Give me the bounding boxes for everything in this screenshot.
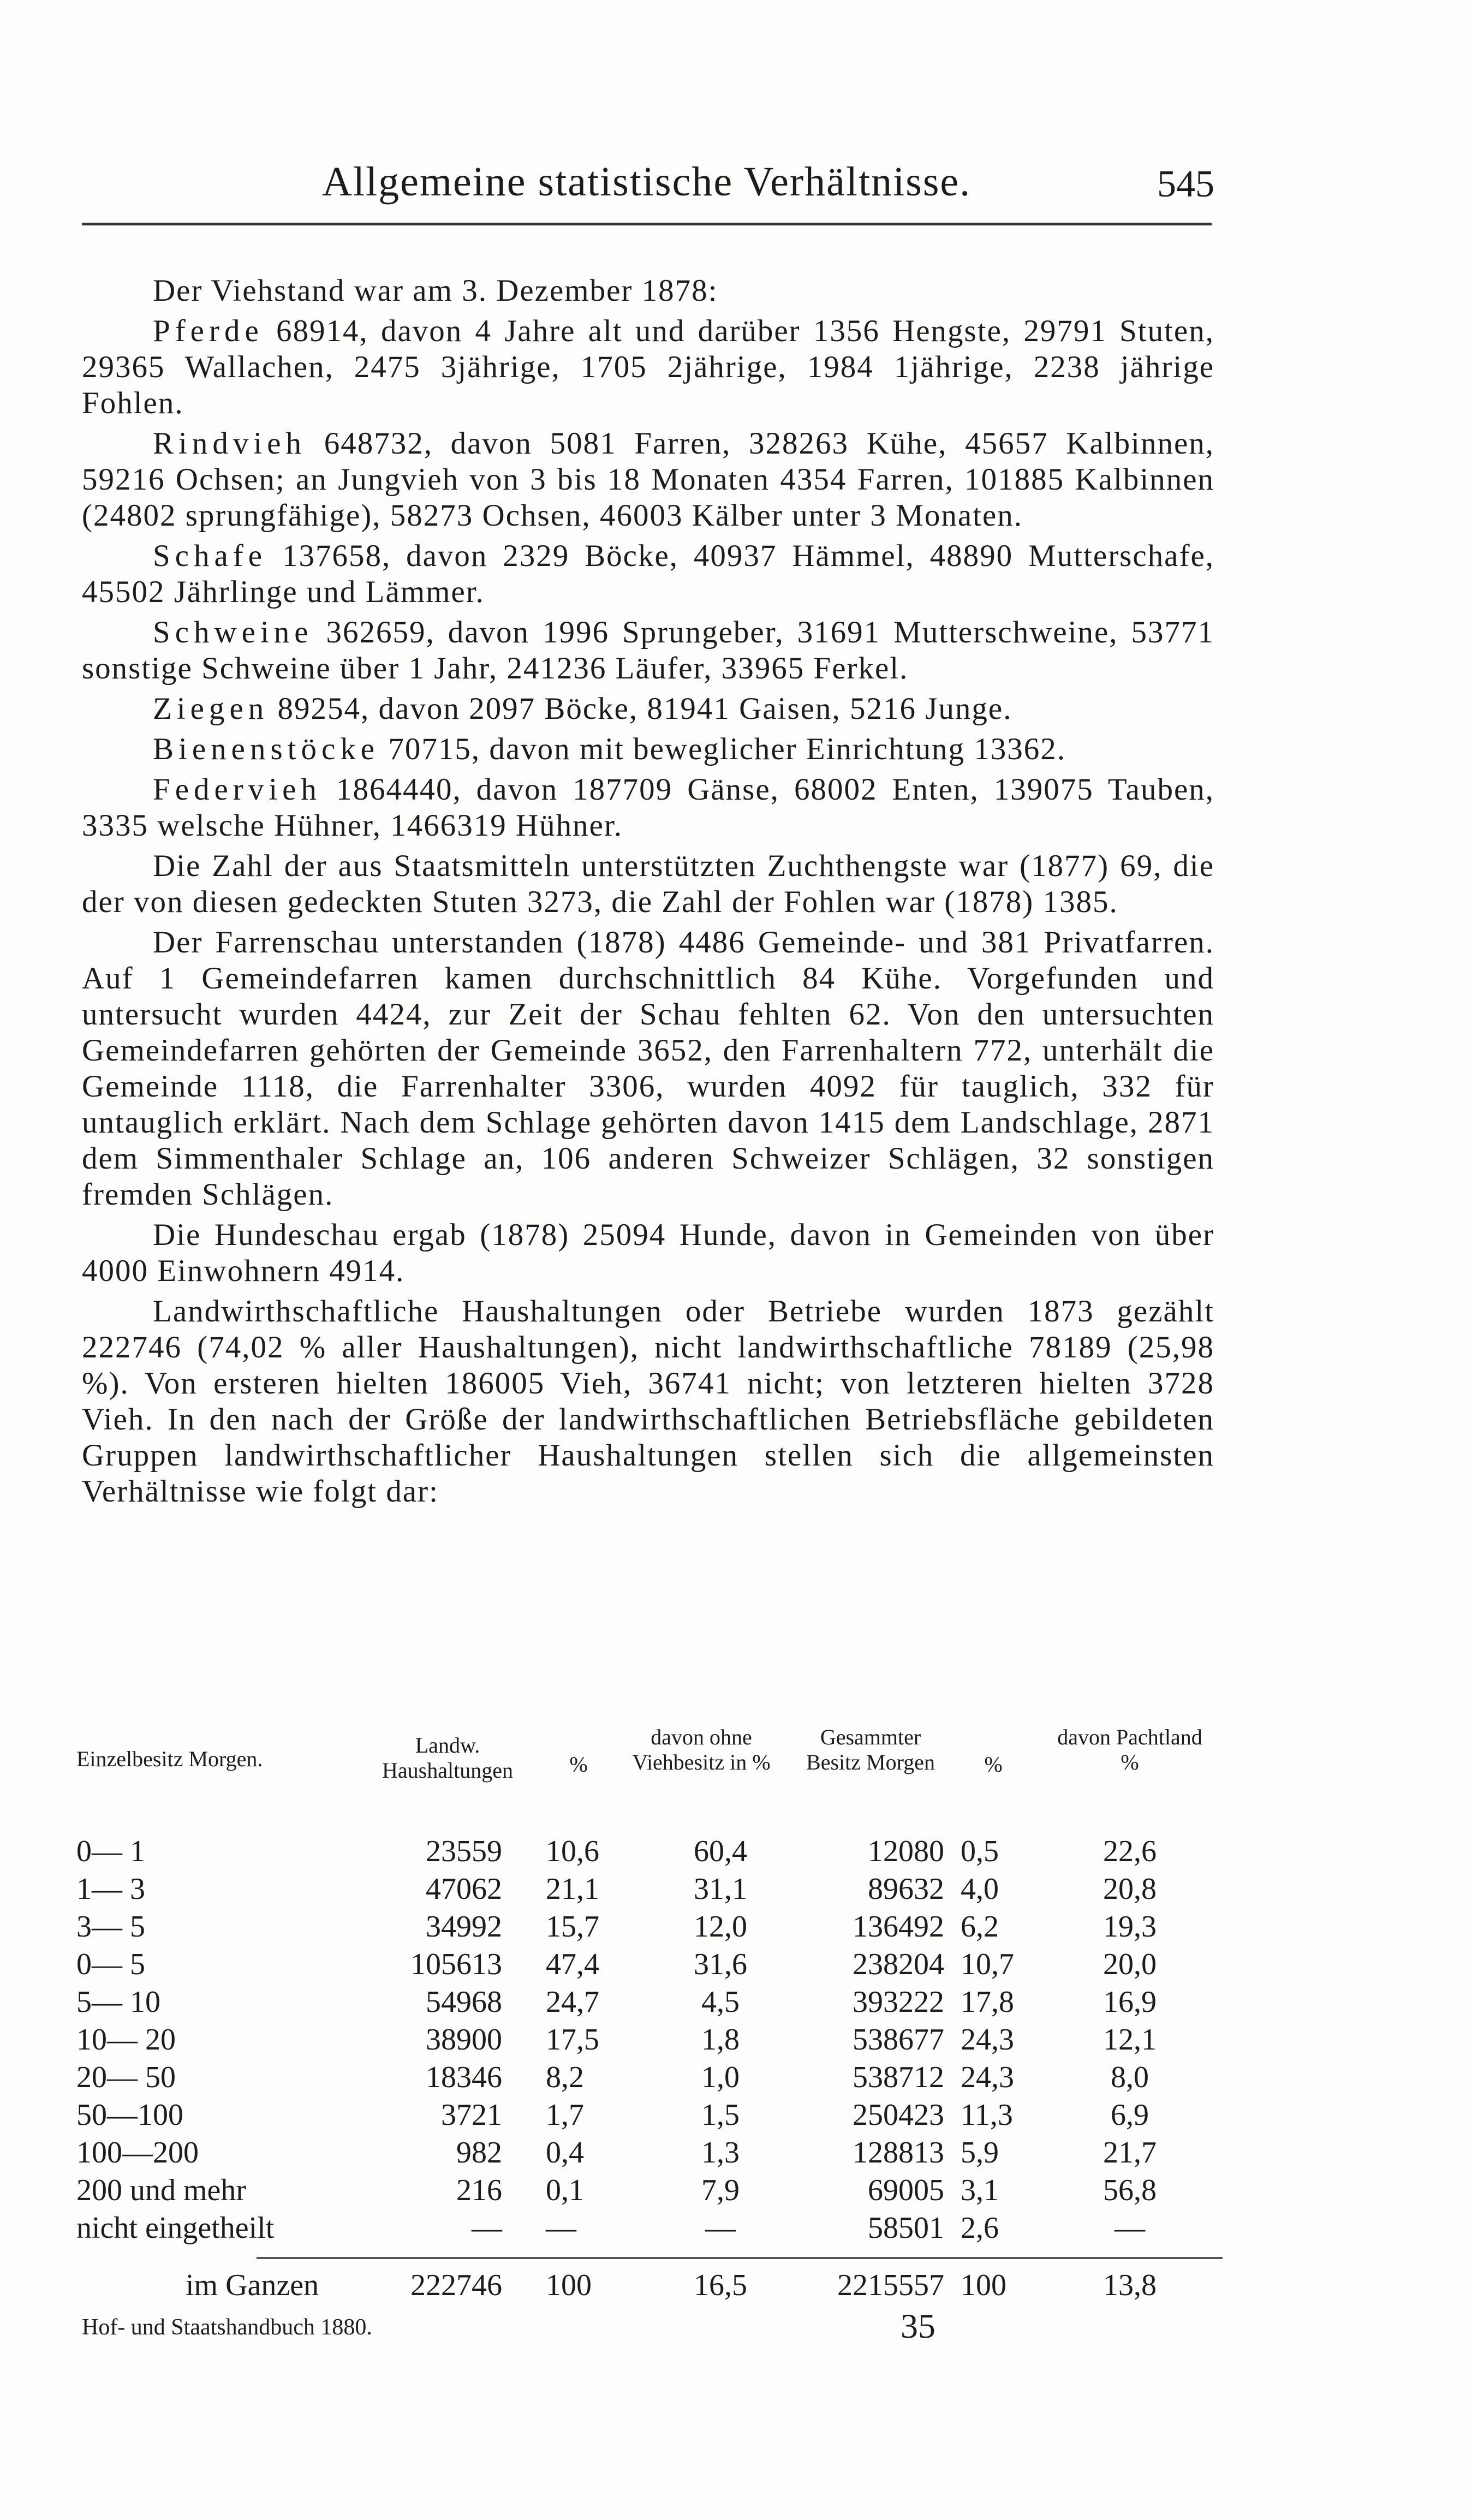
- table-row: [76, 1872, 1223, 1909]
- table-cell: 16,9: [1103, 1985, 1157, 2019]
- table-cell: —: [546, 2211, 576, 2245]
- table-cell: 1— 3: [76, 1872, 145, 1906]
- paragraph-text: Der Farrenschau unterstanden (1878) 4486 Gemeinde- und 381 Privatfarren. Auf 1 Gemeindefarren kamen durchschnittlich 84 Kühe. Vorgefunden und untersucht wurden 4424, zur Zeit der Schau fehlten 62. Von den untersuchten Gemeindefarren gehörten der Gemeinde 3652, den Farrenhaltern 772, unterhält die Gemeinde 1118, die Farrenhalter 3306, wurden 4092 für tauglich, 332 für untauglich erklärt. Nach dem Schlage gehörten davon 1415 dem Landschlage, 2871 dem Simmenthaler Schlage an, 106 anderen Schweizer Schlägen, 32 sonstigen fremden Schlägen.: [82, 925, 1214, 1212]
- table-cell: 538677: [853, 2023, 944, 2057]
- paragraph-lead: Schafe: [153, 539, 267, 573]
- table-cell: 200 und mehr: [76, 2173, 247, 2207]
- header-gesammter-besitz: Gesammter Besitz Morgen: [806, 1725, 935, 1774]
- header-haushaltungen: Landw. Haushaltungen: [382, 1733, 513, 1783]
- table-cell: 250423: [853, 2098, 944, 2132]
- table-cell: 1,8: [701, 2023, 740, 2057]
- table-row: [76, 2060, 1223, 2098]
- paragraph-text: 68914, davon 4 Jahre alt und darüber 1356 Hengste, 29791 Stuten, 29365 Wallachen, 2475 3jährige, 1705 2jährige, 1984 1jährige, 2238 jährige Fohlen.: [82, 314, 1214, 420]
- table-cell: 2,6: [961, 2211, 999, 2245]
- table-row: [76, 2022, 1223, 2060]
- paragraph: [82, 1294, 1214, 1510]
- table-cell: 100—200: [76, 2136, 199, 2170]
- table-cell: 47062: [426, 1872, 502, 1906]
- paragraph: [82, 273, 1214, 309]
- table-cell: 47,4: [546, 1947, 599, 1981]
- running-title: Allgemeine statistische Verhältnisse.: [322, 159, 972, 205]
- table-total-rule: [257, 2257, 1223, 2259]
- table-cell: 0— 1: [76, 1834, 145, 1868]
- table-cell: 0,4: [546, 2136, 584, 2170]
- table-cell: 34992: [426, 1910, 502, 1944]
- table-cell: 136492: [853, 1910, 944, 1944]
- header-percent-2: %: [984, 1752, 1003, 1777]
- table-row: [76, 2135, 1223, 2173]
- table-cell: 11,3: [961, 2098, 1013, 2132]
- table-cell: 4,0: [961, 1872, 999, 1906]
- table-cell: 20— 50: [76, 2060, 176, 2094]
- table-cell: 1,7: [546, 2098, 584, 2132]
- table-cell: 31,6: [694, 1947, 747, 1981]
- table-cell: 10— 20: [76, 2023, 176, 2057]
- table-row: [76, 1909, 1223, 1947]
- table-cell: 1,0: [701, 2060, 740, 2094]
- table-cell: 222746: [410, 2268, 502, 2302]
- paragraph: [82, 772, 1214, 844]
- table-cell: 20,0: [1103, 1947, 1157, 1981]
- table-cell: im Ganzen: [186, 2268, 319, 2302]
- table-cell: 2215557: [837, 2268, 944, 2302]
- header-rule: [82, 223, 1212, 225]
- table-cell: 19,3: [1103, 1910, 1157, 1944]
- table-cell: —: [472, 2211, 502, 2245]
- table-total-row: [76, 2268, 1223, 2305]
- paragraph-text: Der Viehstand war am 3. Dezember 1878:: [153, 273, 718, 308]
- table-cell: 21,1: [546, 1872, 599, 1906]
- page-number: 545: [1157, 163, 1214, 205]
- table-cell: 17,5: [546, 2023, 599, 2057]
- paragraph-text: 648732, davon 5081 Farren, 328263 Kühe, 45657 Kalbinnen, 59216 Ochsen; an Jungvieh von 3 bis 18 Monaten 4354 Farren, 101885 Kalbinnen (24802 sprungfähige), 58273 Ochsen, 46003 Kälber unter 3 Monaten.: [82, 426, 1214, 533]
- table-cell: 105613: [410, 1947, 502, 1981]
- table-cell: —: [1115, 2211, 1145, 2245]
- table-cell: 89632: [868, 1872, 944, 1906]
- table-cell: 24,3: [961, 2023, 1014, 2057]
- table-cell: 69005: [868, 2173, 944, 2207]
- table-cell: 10,6: [546, 1834, 599, 1868]
- table-cell: 538712: [853, 2060, 944, 2094]
- paragraph: [82, 426, 1214, 534]
- table-cell: 128813: [853, 2136, 944, 2170]
- table-cell: 18346: [426, 2060, 502, 2094]
- table-cell: 21,7: [1103, 2136, 1157, 2170]
- paragraph: [82, 615, 1214, 687]
- paragraph-lead: Rindvieh: [153, 426, 306, 461]
- table-cell: 4,5: [701, 1985, 740, 2019]
- paragraph-text: 362659, davon 1996 Sprungeber, 31691 Mutterschweine, 53771 sonstige Schweine über 1 Jahr, 241236 Läufer, 33965 Ferkel.: [82, 615, 1214, 686]
- table-cell: 24,7: [546, 1985, 599, 2019]
- table-cell: 0,5: [961, 1834, 999, 1868]
- table-cell: 12,0: [694, 1910, 747, 1944]
- page-header: [82, 147, 1214, 213]
- paragraph: [82, 313, 1214, 421]
- table-cell: 12080: [868, 1834, 944, 1868]
- table-cell: 20,8: [1103, 1872, 1157, 1906]
- table-cell: 100: [961, 2268, 1006, 2302]
- table-cell: 12,1: [1103, 2023, 1157, 2057]
- table-cell: —: [705, 2211, 736, 2245]
- table-cell: 15,7: [546, 1910, 599, 1944]
- table-cell: 216: [456, 2173, 502, 2207]
- paragraph-text: 1864440, davon 187709 Gänse, 68002 Enten, 139075 Tauben, 3335 welsche Hühner, 1466319 Hühner.: [82, 772, 1214, 843]
- paragraph-text: Die Zahl der aus Staatsmitteln unterstützten Zuchthengste war (1877) 69, die der von diesen gedeckten Stuten 3273, die Zahl der Fohlen war (1878) 1385.: [82, 849, 1214, 919]
- table-row: [76, 1947, 1223, 1985]
- table-cell: 982: [456, 2136, 502, 2170]
- header-pachtland: davon Pachtland %: [1057, 1725, 1202, 1774]
- table-row: [76, 2211, 1223, 2248]
- table-cell: nicht eingetheilt: [76, 2211, 275, 2245]
- paragraph: [82, 925, 1214, 1213]
- header-percent-1: %: [569, 1752, 588, 1777]
- table-cell: 393222: [853, 1985, 944, 2019]
- table-cell: 17,8: [961, 1985, 1014, 2019]
- paragraph-text: Die Hundeschau ergab (1878) 25094 Hunde, davon in Gemeinden von über 4000 Einwohnern 4914.: [82, 1218, 1214, 1288]
- paragraph-text: 89254, davon 2097 Böcke, 81941 Gaisen, 5216 Junge.: [269, 692, 1012, 726]
- paragraph: [82, 1217, 1214, 1289]
- table-cell: 1,3: [701, 2136, 740, 2170]
- paragraph: [82, 538, 1214, 610]
- table-cell: 58501: [868, 2211, 944, 2245]
- table-cell: 8,0: [1111, 2060, 1149, 2094]
- table-cell: 6,2: [961, 1910, 999, 1944]
- table-row: [76, 2098, 1223, 2135]
- table-cell: 3— 5: [76, 1910, 145, 1944]
- signature-mark: 35: [901, 2307, 935, 2345]
- table-cell: 38900: [426, 2023, 502, 2057]
- statistics-table: [76, 1725, 1223, 2303]
- header-ohne-viehbesitz: davon ohne Viehbesitz in %: [632, 1725, 771, 1774]
- body-text: [82, 273, 1214, 1514]
- table-cell: 238204: [853, 1947, 944, 1981]
- table-cell: 54968: [426, 1985, 502, 2019]
- table-cell: 16,5: [694, 2268, 747, 2302]
- table-row: [76, 1985, 1223, 2022]
- table-cell: 24,3: [961, 2060, 1014, 2094]
- table-cell: 56,8: [1103, 2173, 1157, 2207]
- table-cell: 50—100: [76, 2098, 183, 2132]
- table-cell: 31,1: [694, 1872, 747, 1906]
- paragraph: [82, 848, 1214, 920]
- paragraph-text: 137658, davon 2329 Böcke, 40937 Hämmel, 48890 Mutterschafe, 45502 Jährlinge und Lämmer.: [82, 539, 1214, 609]
- table-cell: 6,9: [1111, 2098, 1149, 2132]
- table-cell: 7,9: [701, 2173, 740, 2207]
- footer-source: Hof- und Staatshandbuch 1880.: [82, 2315, 372, 2340]
- paragraph-text: 70715, davon mit beweglicher Einrichtung 13362.: [379, 732, 1066, 766]
- table-cell: 1,5: [701, 2098, 740, 2132]
- table-cell: 60,4: [694, 1834, 747, 1868]
- table-cell: 5,9: [961, 2136, 999, 2170]
- table-cell: 23559: [426, 1834, 502, 1868]
- paragraph-text: Landwirthschaftliche Haushaltungen oder Betriebe wurden 1873 gezählt 222746 (74,02 % aller Haushaltungen), nicht landwirthschaftliche 78189 (25,98 %). Von ersteren hielten 186005 Vieh, 36741 nicht; von letzteren hielten 3728 Vieh. In den nach der Größe der landwirthschaftlichen Betriebsfläche gebildeten Gruppen landwirthschaftlicher Haushaltungen stellen sich die allgemeinsten Verhältnisse wie folgt dar:: [82, 1294, 1214, 1509]
- paragraph-lead: Federvieh: [153, 772, 321, 807]
- table-cell: 3,1: [961, 2173, 999, 2207]
- table-row: [76, 1834, 1223, 1872]
- header-einzelbesitz: Einzelbesitz Morgen.: [76, 1747, 263, 1771]
- paragraph-lead: Schweine: [153, 615, 313, 650]
- table-cell: 22,6: [1103, 1834, 1157, 1868]
- table-cell: 3721: [441, 2098, 502, 2132]
- table-cell: 0,1: [546, 2173, 584, 2207]
- paragraph-lead: Bienenstöcke: [153, 732, 380, 766]
- paragraph: [82, 691, 1214, 727]
- paragraph-lead: Pferde: [153, 314, 264, 348]
- paragraph: [82, 731, 1214, 767]
- table-row: [76, 2173, 1223, 2211]
- table-cell: 13,8: [1103, 2268, 1157, 2302]
- table-cell: 8,2: [546, 2060, 584, 2094]
- table-cell: 100: [546, 2268, 592, 2302]
- table-cell: 0— 5: [76, 1947, 145, 1981]
- paragraph-lead: Ziegen: [153, 692, 269, 726]
- table-cell: 10,7: [961, 1947, 1014, 1981]
- table-cell: 5— 10: [76, 1985, 160, 2019]
